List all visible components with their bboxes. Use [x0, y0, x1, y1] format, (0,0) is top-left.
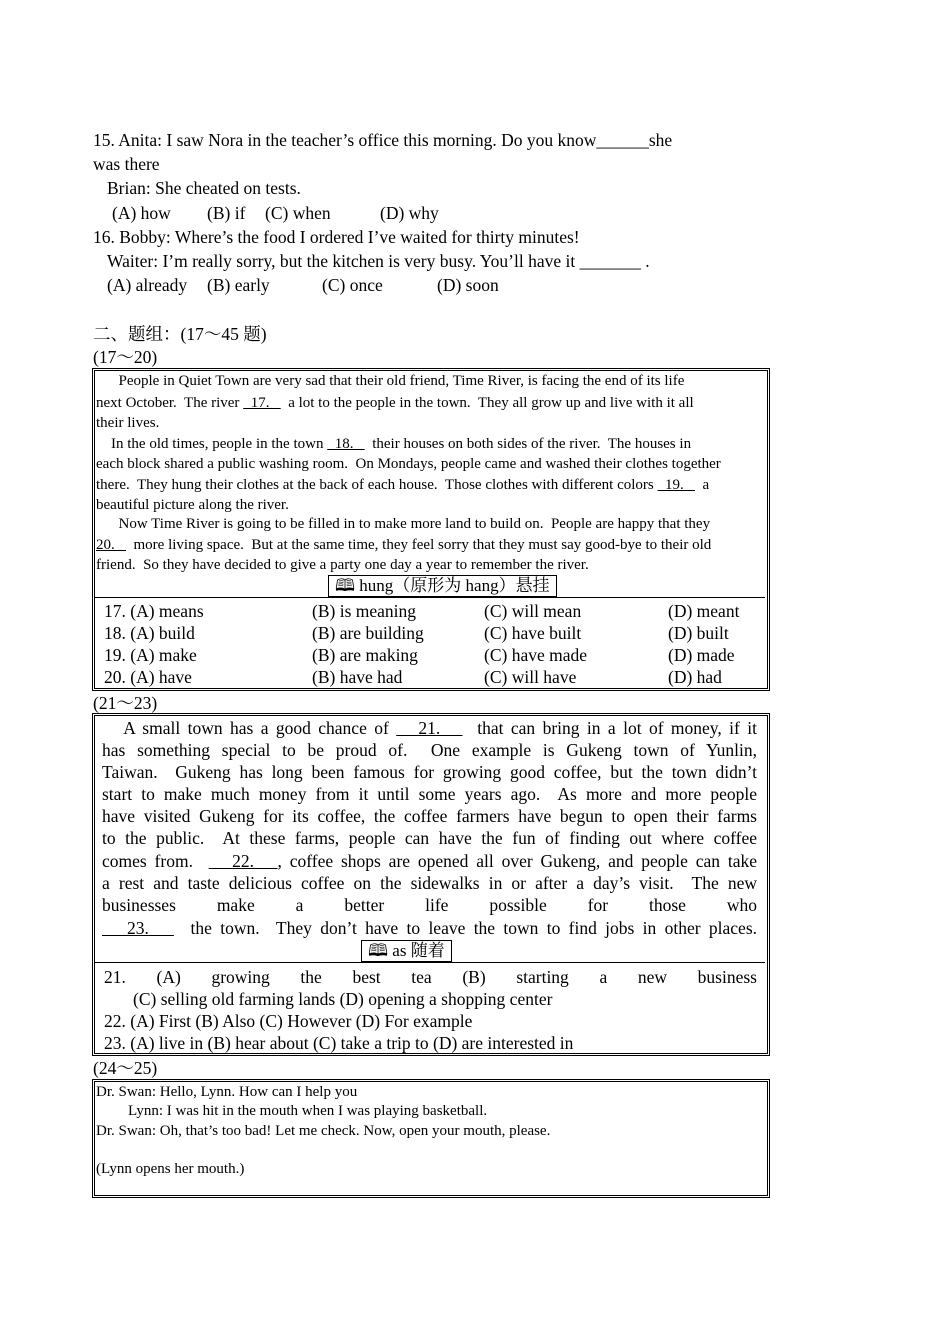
q18-option-d: (D) built	[668, 623, 729, 643]
g2-line-7: comes from. 22. , coffee shops are opened all over Gukeng, and people can take	[102, 851, 757, 871]
q15-line3: Brian: She cheated on tests.	[107, 178, 301, 198]
q15-option-d: (D) why	[380, 203, 439, 223]
g1-line-7: beautiful picture along the river.	[96, 497, 289, 513]
q19-option-d: (D) made	[668, 645, 735, 665]
q18-option-c: (C) have built	[484, 623, 582, 643]
q19-option-c: (C) have made	[484, 645, 588, 665]
g1-line-9: 20. more living space. But at the same time, they feel sorry that they must say good-bye to their old	[96, 537, 712, 553]
group1-divider	[95, 597, 765, 598]
q16-line1: 16. Bobby: Where’s the food I ordered I’ve waited for thirty minutes!	[93, 227, 580, 247]
g1-line-1: People in Quiet Town are very sad that their old friend, Time River, is facing the end of its life	[96, 373, 685, 389]
q15-line1: 15. Anita: I saw Nora in the teacher’s office this morning. Do you know______she	[93, 130, 673, 150]
q20-option-d: (D) had	[668, 667, 722, 687]
g3-line-3: Dr. Swan: Oh, that’s too bad! Let me check. Now, open your mouth, please.	[96, 1123, 551, 1139]
g2-line-8: a rest and taste delicious coffee on the sidewalks in or after a day’s visit. The new	[102, 873, 757, 893]
g2-line-3: Taiwan. Gukeng has long been famous for growing good coffee, but the town didn’t	[102, 762, 757, 782]
q16-option-a: (A) already	[107, 275, 188, 295]
g2-line-10: 23. the town. They don’t have to leave the town to find jobs in other places.	[102, 918, 758, 938]
g2-line-5: have visited Gukeng for its coffee, the coffee farmers have begun to open their farms	[102, 806, 757, 826]
blank-18: 18.	[327, 436, 365, 452]
q20-option-a: 20. (A) have	[104, 667, 192, 687]
g1-line-8: Now Time River is going to be filled in to make more land to build on. People are happy that they	[96, 516, 711, 532]
group2-range: (21～23)	[93, 693, 158, 713]
blank-21: 21.	[396, 718, 463, 738]
g2-line-6: to the public. At these farms, people can have the fun of finding out where coffee	[102, 828, 757, 848]
g2-vocab-note: 🕮 as 随着	[361, 940, 452, 962]
g1-vocab-note: 🕮 hung（原形为 hang）悬挂	[328, 575, 557, 597]
q16-option-b: (B) early	[207, 275, 270, 295]
q15-option-a: (A) how	[112, 203, 171, 223]
g1-line-4: In the old times, people in the town 18. their houses on both sides of the river. The houses in	[96, 436, 692, 452]
blank-17: 17.	[243, 395, 281, 411]
q15-option-c: (C) when	[265, 203, 331, 223]
q18-option-b: (B) are building	[312, 623, 424, 643]
q21-line2: (C) selling old farming lands (D) opening a shopping center	[133, 989, 553, 1009]
g2-line-1: A small town has a good chance of 21. that can bring in a lot of money, if it	[102, 718, 757, 738]
q18-option-a: 18. (A) build	[104, 623, 195, 643]
section-heading: 二、题组：(17～45 题)	[93, 324, 267, 344]
g1-line-6: there. They hung their clothes at the back of each house. Those clothes with different colors 19. a	[96, 477, 710, 493]
blank-23: 23.	[102, 918, 174, 938]
group1-range: (17～20)	[93, 347, 158, 367]
g2-line-9: businesses make a better life possible for those who	[102, 895, 757, 915]
g1-line-3: their lives.	[96, 415, 160, 431]
g1-line-5: each block shared a public washing room. On Mondays, people came and washed their clothes together	[96, 456, 721, 472]
group3-range: (24～25)	[93, 1058, 158, 1078]
q23-options: 23. (A) live in (B) hear about (C) take a trip to (D) are interested in	[104, 1033, 574, 1053]
blank-20: 20.	[96, 537, 126, 553]
g3-line-5: (Lynn opens her mouth.)	[96, 1161, 245, 1177]
q16-option-d: (D) soon	[437, 275, 499, 295]
q17-option-c: (C) will mean	[484, 601, 582, 621]
q20-option-b: (B) have had	[312, 667, 403, 687]
g3-line-1: Dr. Swan: Hello, Lynn. How can I help you	[96, 1084, 358, 1100]
q19-option-b: (B) are making	[312, 645, 418, 665]
q15-option-b: (B) if	[207, 203, 246, 223]
q19-option-a: 19. (A) make	[104, 645, 197, 665]
q17-option-d: (D) meant	[668, 601, 740, 621]
blank-19: 19.	[657, 477, 695, 493]
q22-options: 22. (A) First (B) Also (C) However (D) For example	[104, 1011, 473, 1031]
group2-divider	[95, 962, 765, 963]
q17-option-a: 17. (A) means	[104, 601, 204, 621]
q20-option-c: (C) will have	[484, 667, 577, 687]
q16-line2: Waiter: I’m really sorry, but the kitchen is very busy. You’ll have it _______ .	[107, 251, 650, 271]
q16-option-c: (C) once	[322, 275, 383, 295]
g1-line-10: friend. So they have decided to give a party one day a year to remember the river.	[96, 557, 589, 573]
g2-line-4: start to make much money from it until some years ago. As more and more people	[102, 784, 757, 804]
blank-22: 22.	[208, 851, 278, 871]
g2-line-2: has something special to be proud of. One example is Gukeng town of Yunlin,	[102, 740, 757, 760]
g1-line-2: next October. The river 17. a lot to the people in the town. They all grow up and live with it all	[96, 395, 694, 411]
q17-option-b: (B) is meaning	[312, 601, 417, 621]
q21-line1: 21. (A) growing the best tea (B) starting a new business	[104, 967, 757, 987]
q15-line2: was there	[93, 154, 160, 174]
g3-line-2: Lynn: I was hit in the mouth when I was playing basketball.	[128, 1103, 488, 1119]
